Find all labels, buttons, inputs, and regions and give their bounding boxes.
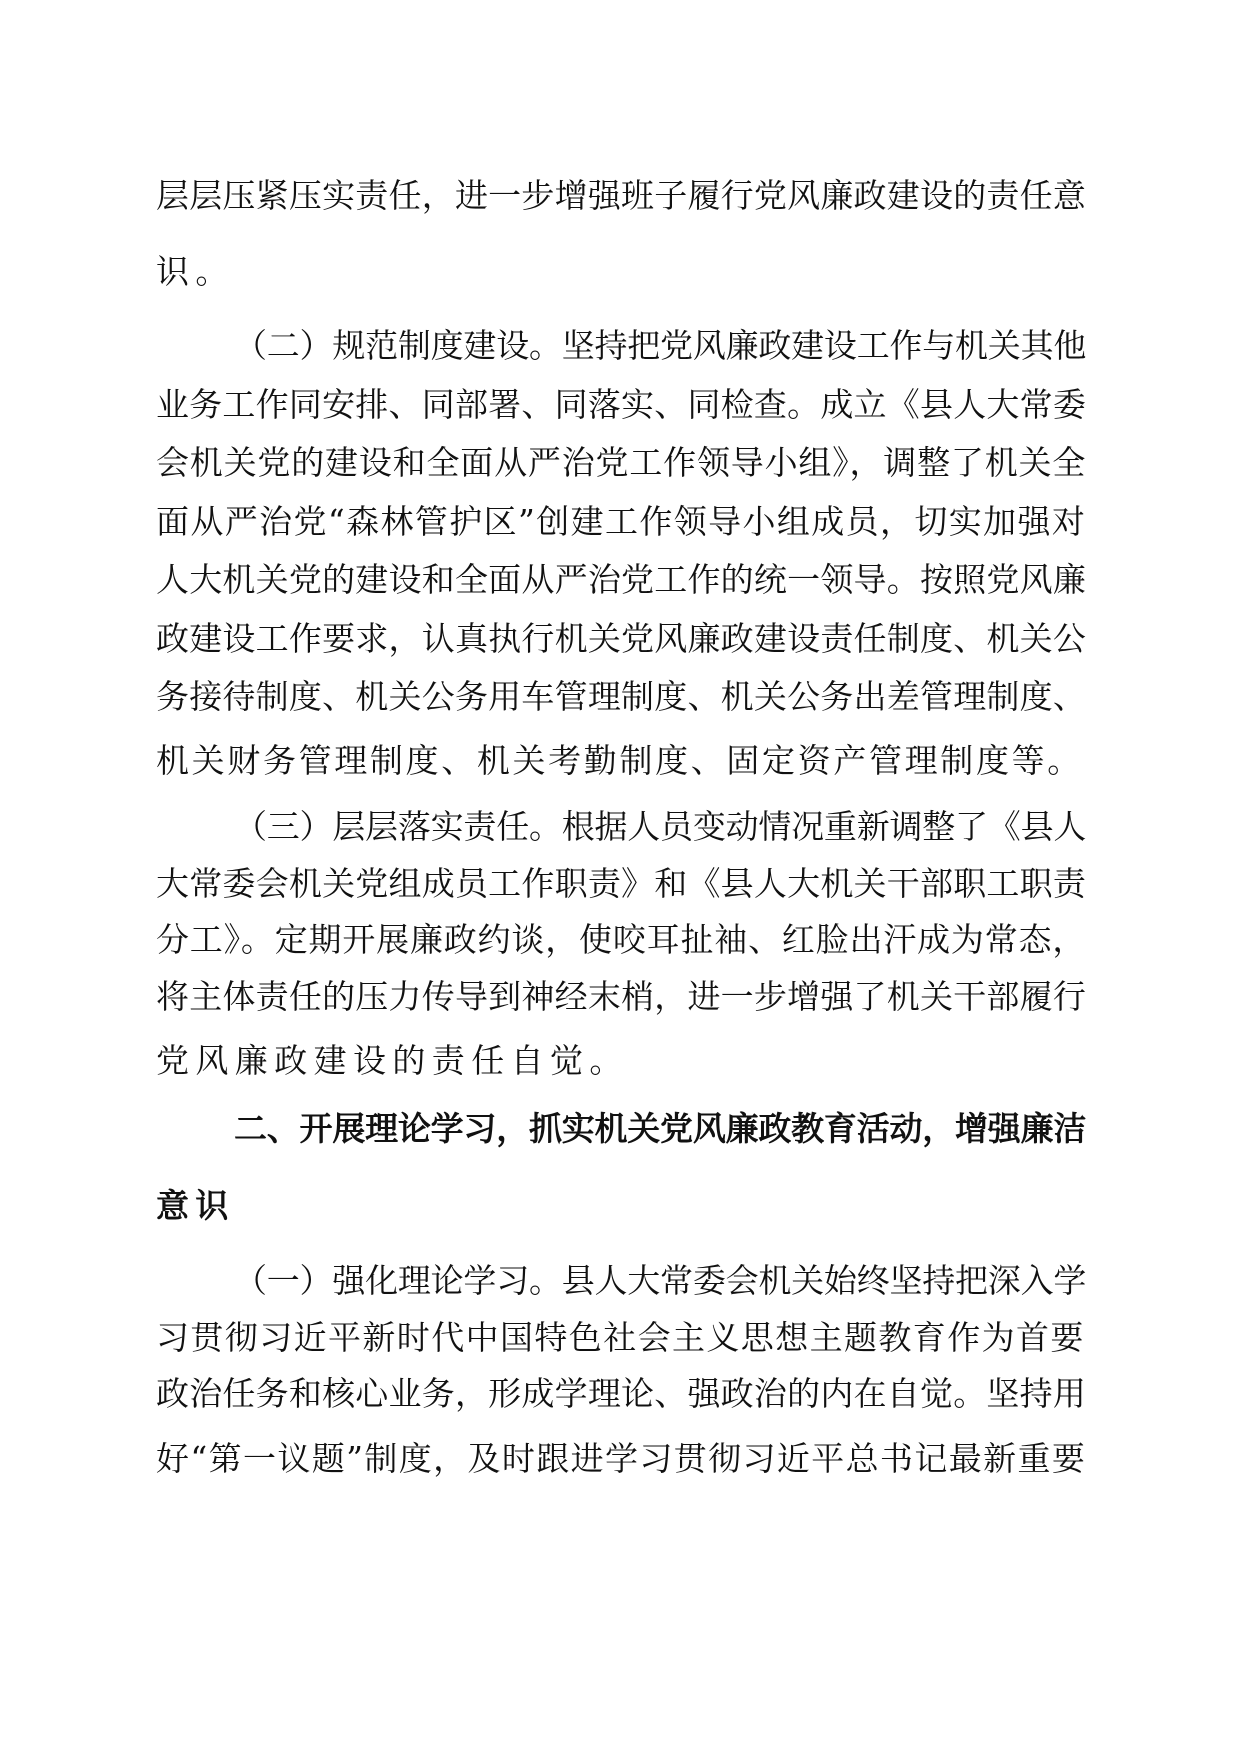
body-text-line: 会机关党的建设和全面从严治党工作领导小组》，调整了机关全 — [156, 443, 1086, 482]
body-text-line: 层层压紧压实责任，进一步增强班子履行党风廉政建设的责任意 — [156, 176, 1086, 215]
body-text-line: 大常委会机关党组成员工作职责》和《县人大机关干部职工职责 — [156, 864, 1086, 903]
body-text-line: 面从严治党“森林管护区”创建工作领导小组成员，切实加强对 — [156, 502, 1086, 541]
body-text-line: 识。 — [156, 252, 235, 291]
body-text-line: 业务工作同安排、同部署、同落实、同检查。成立《县人大常委 — [156, 385, 1086, 424]
body-text-line: 务接待制度、机关公务用车管理制度、机关公务出差管理制度、 — [156, 677, 1086, 716]
body-text-line: 人大机关党的建设和全面从严治党工作的统一领导。按照党风廉 — [156, 560, 1086, 599]
body-text-line: 机关财务管理制度、机关考勤制度、固定资产管理制度等。 — [156, 741, 1083, 780]
body-text-line: 分工》。定期开展廉政约谈，使咬耳扯袖、红脸出汗成为常态， — [156, 920, 1086, 959]
section-heading-line: 意识 — [156, 1186, 235, 1225]
section-heading-line: 二、开展理论学习，抓实机关党风廉政教育活动，增强廉洁 — [234, 1109, 1086, 1148]
paragraph-heading-line: （一）强化理论学习。县人大常委会机关始终坚持把深入学 — [234, 1261, 1086, 1300]
paragraph-heading-line: （三）层层落实责任。根据人员变动情况重新调整了《县人 — [234, 807, 1086, 846]
body-text-line: 习贯彻习近平新时代中国特色社会主义思想主题教育作为首要 — [156, 1318, 1085, 1357]
body-text-line: 政建设工作要求，认真执行机关党风廉政建设责任制度、机关公 — [156, 619, 1086, 658]
paragraph-heading-line: （二）规范制度建设。坚持把党风廉政建设工作与机关其他 — [234, 326, 1086, 365]
body-text-line: 将主体责任的压力传导到神经末梢，进一步增强了机关干部履行 — [156, 977, 1086, 1016]
body-text-line: 党风廉政建设的责任自觉。 — [156, 1041, 629, 1080]
body-text-line: 政治任务和核心业务，形成学理论、强政治的内在自觉。坚持用 — [156, 1374, 1086, 1413]
body-text-line: 好“第一议题”制度，及时跟进学习贯彻习近平总书记最新重要 — [156, 1439, 1086, 1478]
